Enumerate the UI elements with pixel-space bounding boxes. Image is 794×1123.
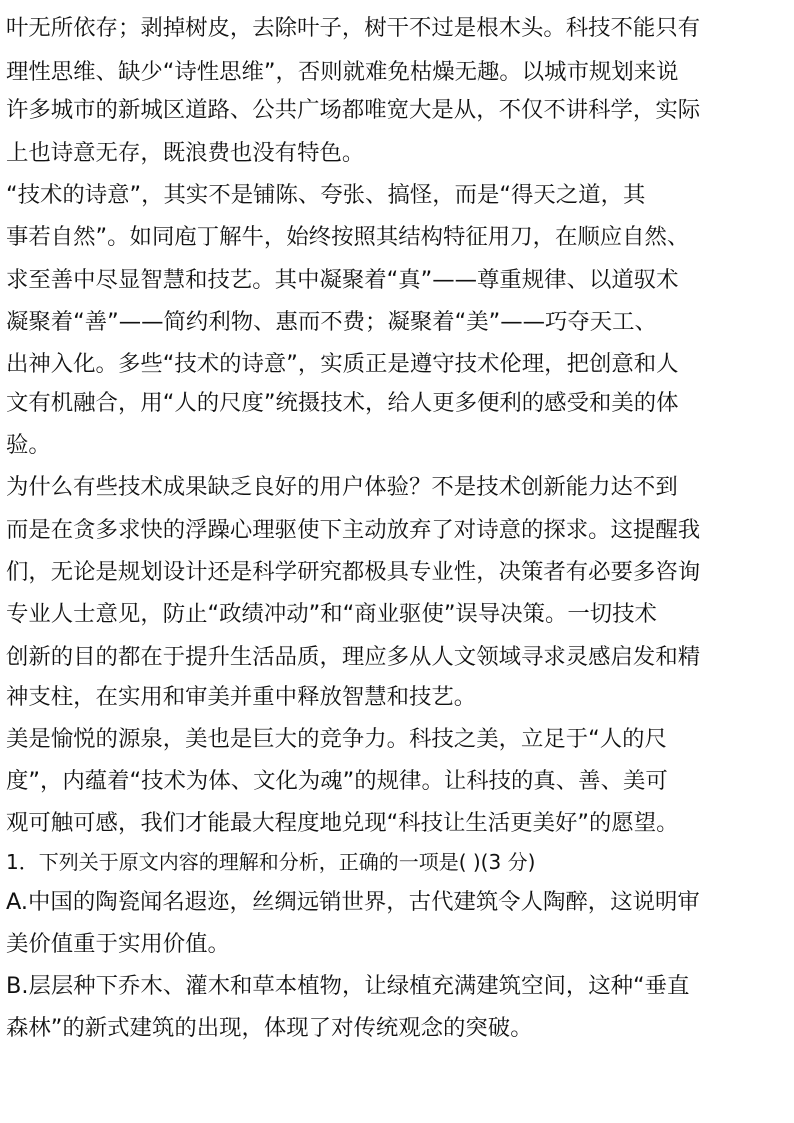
text-line: 求至善中尽显智慧和技艺。其中凝聚着“真”——尊重规律、以道驭术 — [6, 267, 679, 293]
text-line: 度”，内蕴着“技术为体、文化为魂”的规律。让科技的真、善、美可 — [6, 768, 668, 794]
option-b: B.层层种下乔木、灌木和草本植物，让绿植充满建筑空间，这种“垂直 — [6, 973, 690, 999]
text-line: 叶无所依存；剥掉树皮，去除叶子，树干不过是根木头。科技不能只有 — [6, 15, 701, 41]
text-line: 理性思维、缺少“诗性思维”，否则就难免枯燥无趣。以城市规划来说 — [6, 59, 679, 85]
text-line: 凝聚着“善”——简约利物、惠而不费；凝聚着“美”——巧夺天工、 — [6, 309, 657, 335]
question-stem: 1．下列关于原文内容的理解和分析，正确的一项是( )(3 分) — [6, 850, 536, 874]
text-line: “技术的诗意”，其实不是铺陈、夸张、搞怪，而是“得天之道，其 — [6, 182, 646, 208]
text-line: 美是愉悦的源泉，美也是巨大的竞争力。科技之美，立足于“人的尺 — [6, 726, 667, 752]
text-line: 们，无论是规划设计还是科学研究都极具专业性，决策者有必要多咨询 — [6, 559, 701, 585]
option-b-continued: 森林”的新式建筑的出现，体现了对传统观念的突破。 — [6, 1015, 533, 1041]
text-line: 出神入化。多些“技术的诗意”，实质正是遵守技术伦理，把创意和人 — [6, 351, 679, 377]
text-line: 创新的目的都在于提升生活品质，理应多从人文领域寻求灵感启发和精 — [6, 644, 701, 670]
text-line: 文有机融合，用“人的尺度”统摄技术，给人更多便利的感受和美的体 — [6, 390, 679, 416]
text-line: 为什么有些技术成果缺乏良好的用户体验？不是技术创新能力达不到 — [6, 474, 678, 500]
text-line: 观可触可感，我们才能最大程度地兑现“科技让生活更美好”的愿望。 — [6, 810, 679, 836]
text-line: 事若自然”。如同庖丁解牛，始终按照其结构特征用刀，在顺应自然、 — [6, 224, 690, 250]
text-line: 专业人士意见，防止“政绩冲动”和“商业驱使”误导决策。一切技术 — [6, 601, 657, 627]
text-line: 而是在贪多求快的浮躁心理驱使下主动放弃了对诗意的探求。这提醒我 — [6, 517, 701, 543]
text-line: 神支柱，在实用和审美并重中释放智慧和技艺。 — [6, 684, 477, 710]
text-line: 许多城市的新城区道路、公共广场都唯宽大是从，不仅不讲科学，实际 — [6, 97, 701, 123]
option-a-continued: 美价值重于实用价值。 — [6, 931, 230, 957]
text-line: 上也诗意无存，既浪费也没有特色。 — [6, 140, 365, 166]
option-a: A.中国的陶瓷闻名遐迩，丝绸远销世界，古代建筑令人陶醉，这说明审 — [6, 889, 700, 915]
text-line: 验。 — [6, 432, 51, 458]
